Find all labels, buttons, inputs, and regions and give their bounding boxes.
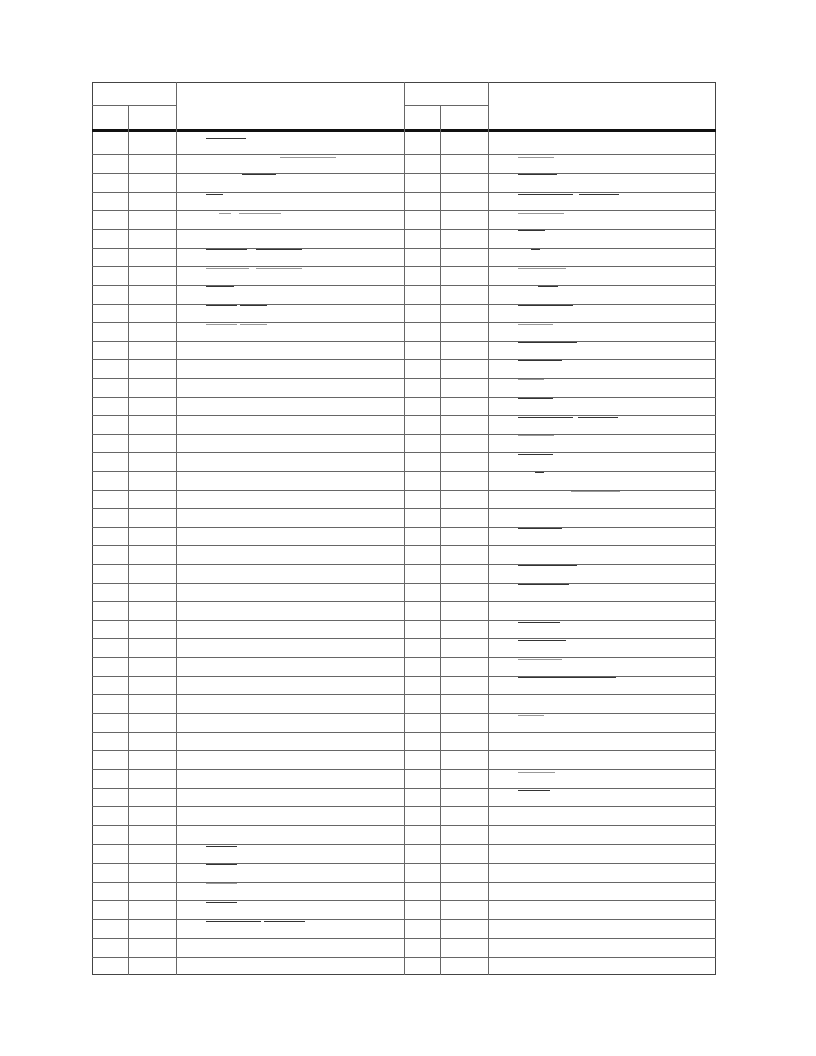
signal-overline-mark	[518, 342, 577, 343]
row-line	[92, 844, 716, 845]
signal-overline-mark	[518, 772, 555, 773]
signal-overline-mark	[538, 286, 558, 287]
signal-overline-mark	[239, 213, 281, 214]
row-line	[92, 806, 716, 807]
row-line	[92, 769, 716, 770]
row-line	[92, 378, 716, 379]
signal-overline-mark	[518, 305, 573, 306]
signal-overline-mark	[518, 157, 554, 158]
row-line	[92, 527, 716, 528]
signal-overline-mark	[518, 268, 566, 269]
pin-assignment-table	[92, 82, 716, 975]
signal-overline-mark	[518, 213, 564, 214]
row-line	[92, 359, 716, 360]
row-line	[92, 304, 716, 305]
row-line	[92, 229, 716, 230]
signal-overline-mark	[240, 324, 267, 325]
signal-overline-mark	[518, 230, 545, 231]
signal-overline-mark	[518, 435, 554, 436]
row-line	[92, 545, 716, 546]
right-header-divider	[404, 105, 488, 106]
row-line	[92, 322, 716, 323]
row-line	[92, 825, 716, 826]
row-line	[92, 938, 716, 939]
row-line	[92, 341, 716, 342]
row-line	[92, 508, 716, 509]
col-divider-5	[488, 82, 489, 975]
signal-overline-mark	[242, 174, 276, 175]
row-line	[92, 192, 716, 193]
signal-overline-mark	[518, 715, 544, 716]
signal-overline-mark	[571, 491, 620, 492]
col-divider-3	[404, 82, 405, 975]
row-line	[92, 248, 716, 249]
signal-overline-mark	[206, 902, 237, 903]
signal-overline-mark	[578, 417, 618, 418]
row-line	[92, 490, 716, 491]
signal-overline-mark	[206, 286, 234, 287]
signal-overline-mark	[206, 921, 261, 922]
signal-overline-mark	[206, 883, 237, 884]
signal-overline-mark	[206, 194, 223, 195]
row-line	[92, 452, 716, 453]
signal-overline-mark	[518, 360, 562, 361]
signal-overline-mark	[518, 379, 544, 380]
row-line	[92, 471, 716, 472]
signal-overline-mark	[206, 305, 237, 306]
signal-overline-mark	[264, 921, 305, 922]
row-line	[92, 732, 716, 733]
row-line	[92, 694, 716, 695]
signal-overline-mark	[518, 659, 562, 660]
signal-overline-mark	[531, 249, 540, 250]
row-line	[92, 601, 716, 602]
signal-overline-mark	[206, 846, 237, 847]
row-line	[92, 900, 716, 901]
row-line	[92, 397, 716, 398]
signal-overline-mark	[206, 324, 237, 325]
signal-overline-mark	[518, 677, 616, 678]
row-line	[92, 210, 716, 211]
row-line	[92, 788, 716, 789]
signal-overline-mark	[518, 584, 569, 585]
signal-overline-mark	[579, 194, 619, 195]
signal-overline-mark	[518, 324, 553, 325]
row-line	[92, 620, 716, 621]
signal-overline-mark	[518, 417, 573, 418]
signal-overline-mark	[256, 249, 302, 250]
signal-overline-mark	[518, 622, 560, 623]
col-divider-2	[176, 82, 177, 975]
row-line	[92, 285, 716, 286]
signal-overline-mark	[206, 138, 246, 139]
row-line	[92, 173, 716, 174]
signal-overline-mark	[206, 249, 247, 250]
signal-overline-mark	[206, 268, 249, 269]
signal-overline-mark	[518, 398, 553, 399]
row-line	[92, 434, 716, 435]
row-line	[92, 266, 716, 267]
signal-overline-mark	[256, 268, 302, 269]
signal-overline-mark	[206, 864, 237, 865]
signal-overline-mark	[518, 528, 562, 529]
row-line	[92, 415, 716, 416]
signal-overline-mark	[518, 790, 550, 791]
row-line	[92, 713, 716, 714]
signal-overline-mark	[518, 640, 566, 641]
row-line	[92, 750, 716, 751]
signal-overline-mark	[280, 157, 336, 158]
signal-overline-mark	[518, 454, 553, 455]
left-header-divider	[92, 105, 176, 106]
signal-overline-mark	[535, 472, 544, 473]
row-line	[92, 564, 716, 565]
row-line	[92, 154, 716, 155]
row-line	[92, 638, 716, 639]
row-line	[92, 657, 716, 658]
signal-overline-mark	[518, 194, 573, 195]
row-line	[92, 676, 716, 677]
row-line	[92, 863, 716, 864]
signal-overline-mark	[518, 174, 557, 175]
signal-overline-mark	[219, 213, 231, 214]
row-line	[92, 882, 716, 883]
signal-overline-mark	[518, 565, 577, 566]
row-line	[92, 583, 716, 584]
signal-overline-mark	[240, 305, 267, 306]
row-line	[92, 919, 716, 920]
row-line	[92, 957, 716, 958]
